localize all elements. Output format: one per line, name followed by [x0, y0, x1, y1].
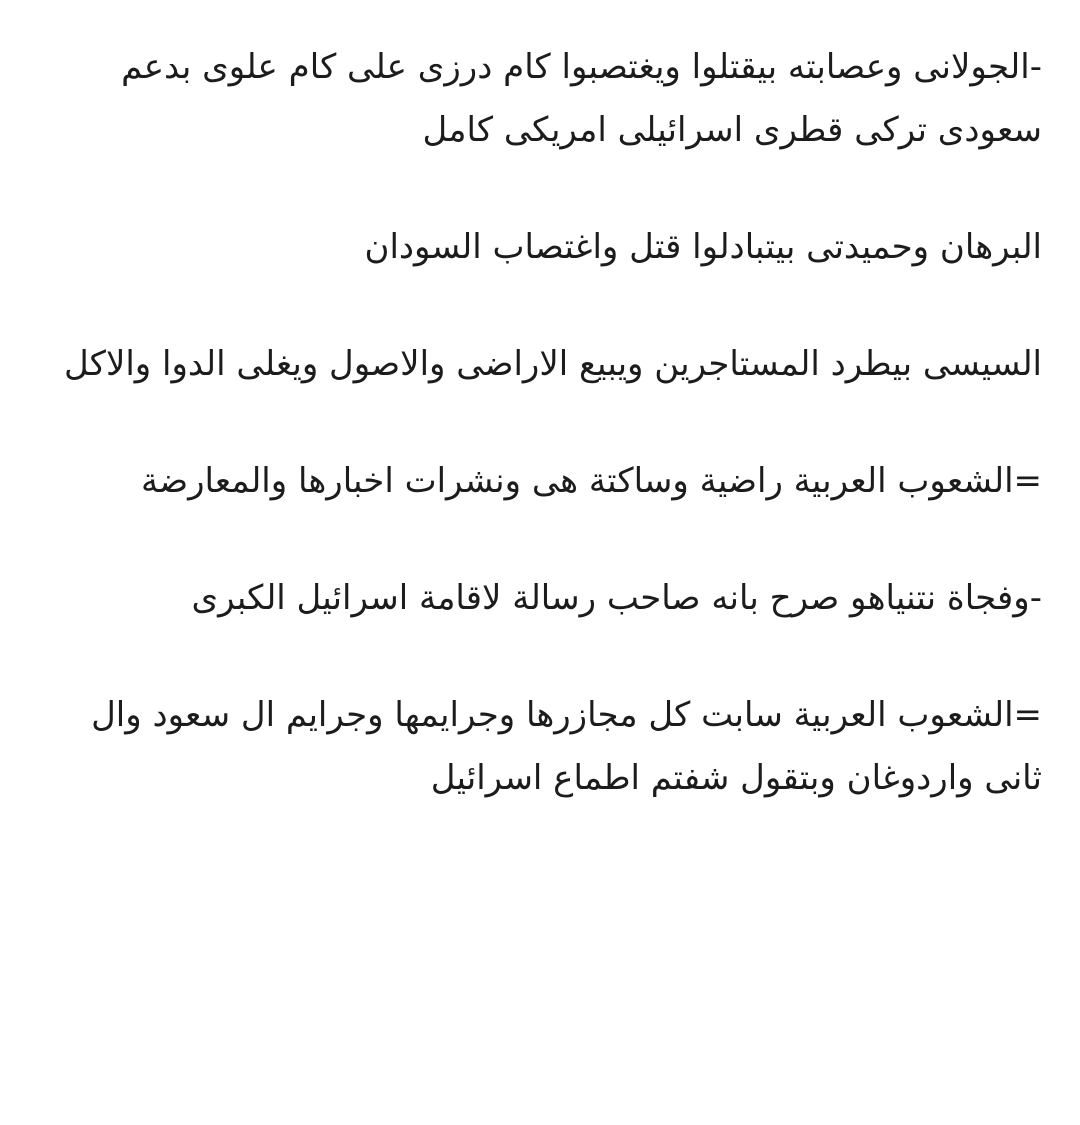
post-paragraph-5: -وفجاة نتنياهو صرح بانه صاحب رسالة لاقامة اسرائيل الكبرى	[191, 578, 1042, 618]
post-paragraph-4: =الشعوب العربية راضية وساكتة هى ونشرات اخبارها والمعارضة	[141, 461, 1042, 501]
post-paragraph-3: السيسى بيطرد المستاجرين ويبيع الاراضى والاصول ويغلى الدوا والاكل	[64, 344, 1042, 384]
post-paragraph-6: =الشعوب العربية سابت كل مجازرها وجرايمها وجرايم ال سعود وال ثانى واردوغان وبتقول شفتم اطماع اسرائيل	[91, 695, 1042, 798]
post-paragraph-1: -الجولانى وعصابته بيقتلوا ويغتصبوا كام درزى على كام علوى بدعم سعودى تركى قطرى اسرائيلى امريكى كامل	[121, 47, 1042, 150]
post-paragraph-2: البرهان وحميدتى بيتبادلوا قتل واغتصاب السودان	[364, 227, 1042, 267]
